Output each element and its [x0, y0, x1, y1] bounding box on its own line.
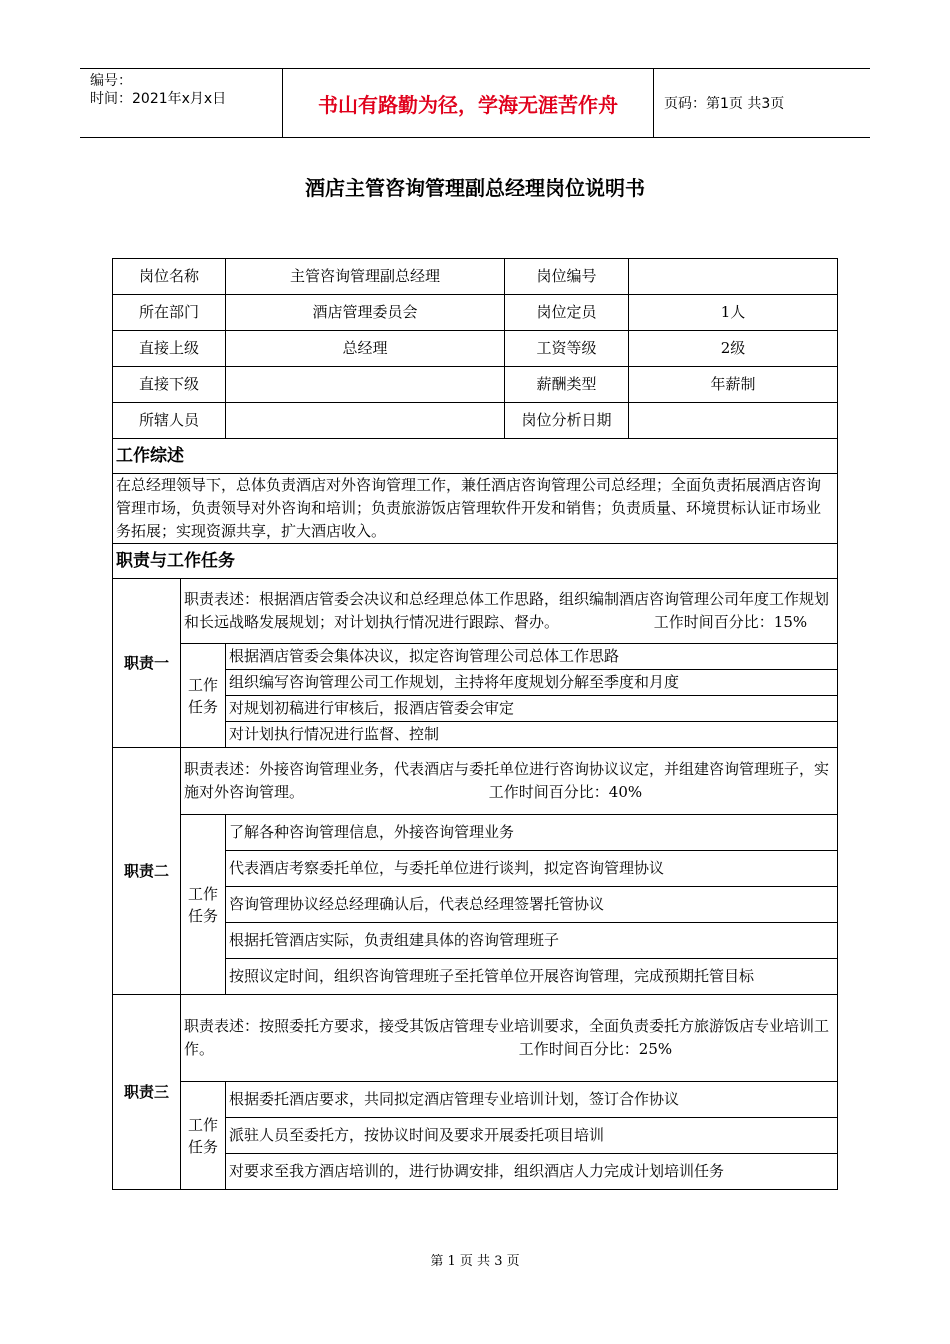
duty-desc-text: 职责表述：按照委托方要求，接受其饭店管理专业培训要求，全面负责委托方旅游饭店专业培训工作。 — [184, 1017, 830, 1058]
duty-time-percent: 工作时间百分比：40% — [488, 783, 643, 801]
page-info: 页码：第1页 共3页 — [664, 96, 785, 112]
info-value: 酒店管理委员会 — [226, 295, 505, 331]
info-value: 年薪制 — [629, 367, 838, 403]
summary-text: 在总经理领导下，总体负责酒店对外咨询管理工作，兼任酒店咨询管理公司总经理；全面负责拓展酒店咨询管理市场，负责领导对外咨询和培训；负责旅游饭店管理软件开发和销售；负责质量、环境贯标认证市场业务拓展；实现资源共享，扩大酒店收入。 — [113, 474, 838, 544]
task-label: 工作任务 — [181, 644, 226, 748]
info-value — [629, 259, 838, 295]
info-value: 总经理 — [226, 331, 505, 367]
task-item: 对要求至我方酒店培训的，进行协调安排，组织酒店人力完成计划培训任务 — [226, 1154, 838, 1190]
duty-label: 职责一 — [113, 579, 181, 748]
task-item: 组织编写咨询管理公司工作规划，主持将年度规划分解至季度和月度 — [226, 670, 838, 696]
task-item: 根据托管酒店实际，负责组建具体的咨询管理班子 — [226, 923, 838, 959]
info-label: 所辖人员 — [113, 403, 226, 439]
task-label: 工作任务 — [181, 815, 226, 995]
info-value — [226, 367, 505, 403]
info-label: 薪酬类型 — [505, 367, 629, 403]
info-value: 主管咨询管理副总经理 — [226, 259, 505, 295]
info-value — [226, 403, 505, 439]
job-description-table — [112, 258, 838, 1190]
duty-label: 职责二 — [113, 748, 181, 995]
task-item: 按照议定时间，组织咨询管理班子至托管单位开展咨询管理，完成预期托管目标 — [226, 959, 838, 995]
info-label: 工资等级 — [505, 331, 629, 367]
document-header — [80, 68, 870, 138]
info-value: 2级 — [629, 331, 838, 367]
header-meta — [80, 69, 282, 137]
task-label: 工作任务 — [181, 1082, 226, 1190]
info-label: 岗位名称 — [113, 259, 226, 295]
task-item: 对计划执行情况进行监督、控制 — [226, 722, 838, 748]
duty-desc-text: 职责表述：外接咨询管理业务，代表酒店与委托单位进行咨询协议议定，并组建咨询管理班子，实施对外咨询管理。 — [184, 760, 830, 801]
task-item: 根据酒店管委会集体决议，拟定咨询管理公司总体工作思路 — [226, 644, 838, 670]
info-value: 1人 — [629, 295, 838, 331]
info-label: 岗位编号 — [505, 259, 629, 295]
section-heading-duties: 职责与工作任务 — [113, 544, 838, 579]
task-item: 了解各种咨询管理信息，外接咨询管理业务 — [226, 815, 838, 851]
duty-time-percent: 工作时间百分比：15% — [653, 613, 808, 631]
task-item: 根据委托酒店要求，共同拟定酒店管理专业培训计划，签订合作协议 — [226, 1082, 838, 1118]
info-label: 直接上级 — [113, 331, 226, 367]
info-label: 岗位定员 — [505, 295, 629, 331]
duty-description — [181, 579, 838, 644]
info-label: 所在部门 — [113, 295, 226, 331]
number-label: 编号： — [90, 73, 132, 89]
page-title: 酒店主管咨询管理副总经理岗位说明书 — [305, 176, 645, 200]
header-motto: 书山有路勤为径，学海无涯苦作舟 — [282, 69, 654, 137]
task-item: 代表酒店考察委托单位，与委托单位进行谈判，拟定咨询管理协议 — [226, 851, 838, 887]
task-item: 派驻人员至委托方，按协议时间及要求开展委托项目培训 — [226, 1118, 838, 1154]
task-item: 咨询管理协议经总经理确认后，代表总经理签署托管协议 — [226, 887, 838, 923]
time-label: 时间：2021年x月x日 — [90, 91, 227, 107]
info-value — [629, 403, 838, 439]
section-heading-summary: 工作综述 — [113, 439, 838, 474]
info-label: 直接下级 — [113, 367, 226, 403]
duty-label: 职责三 — [113, 995, 181, 1190]
duty-description — [181, 995, 838, 1082]
duty-time-percent: 工作时间百分比：25% — [518, 1040, 673, 1058]
page-footer: 第 1 页 共 3 页 — [430, 1254, 520, 1269]
duty-description — [181, 748, 838, 815]
duty-desc-text: 职责表述：根据酒店管委会决议和总经理总体工作思路，组织编制酒店咨询管理公司年度工作规划和长远战略发展规划；对计划执行情况进行跟踪、督办。 — [184, 590, 830, 631]
task-item: 对规划初稿进行审核后，报酒店管委会审定 — [226, 696, 838, 722]
info-label: 岗位分析日期 — [505, 403, 629, 439]
